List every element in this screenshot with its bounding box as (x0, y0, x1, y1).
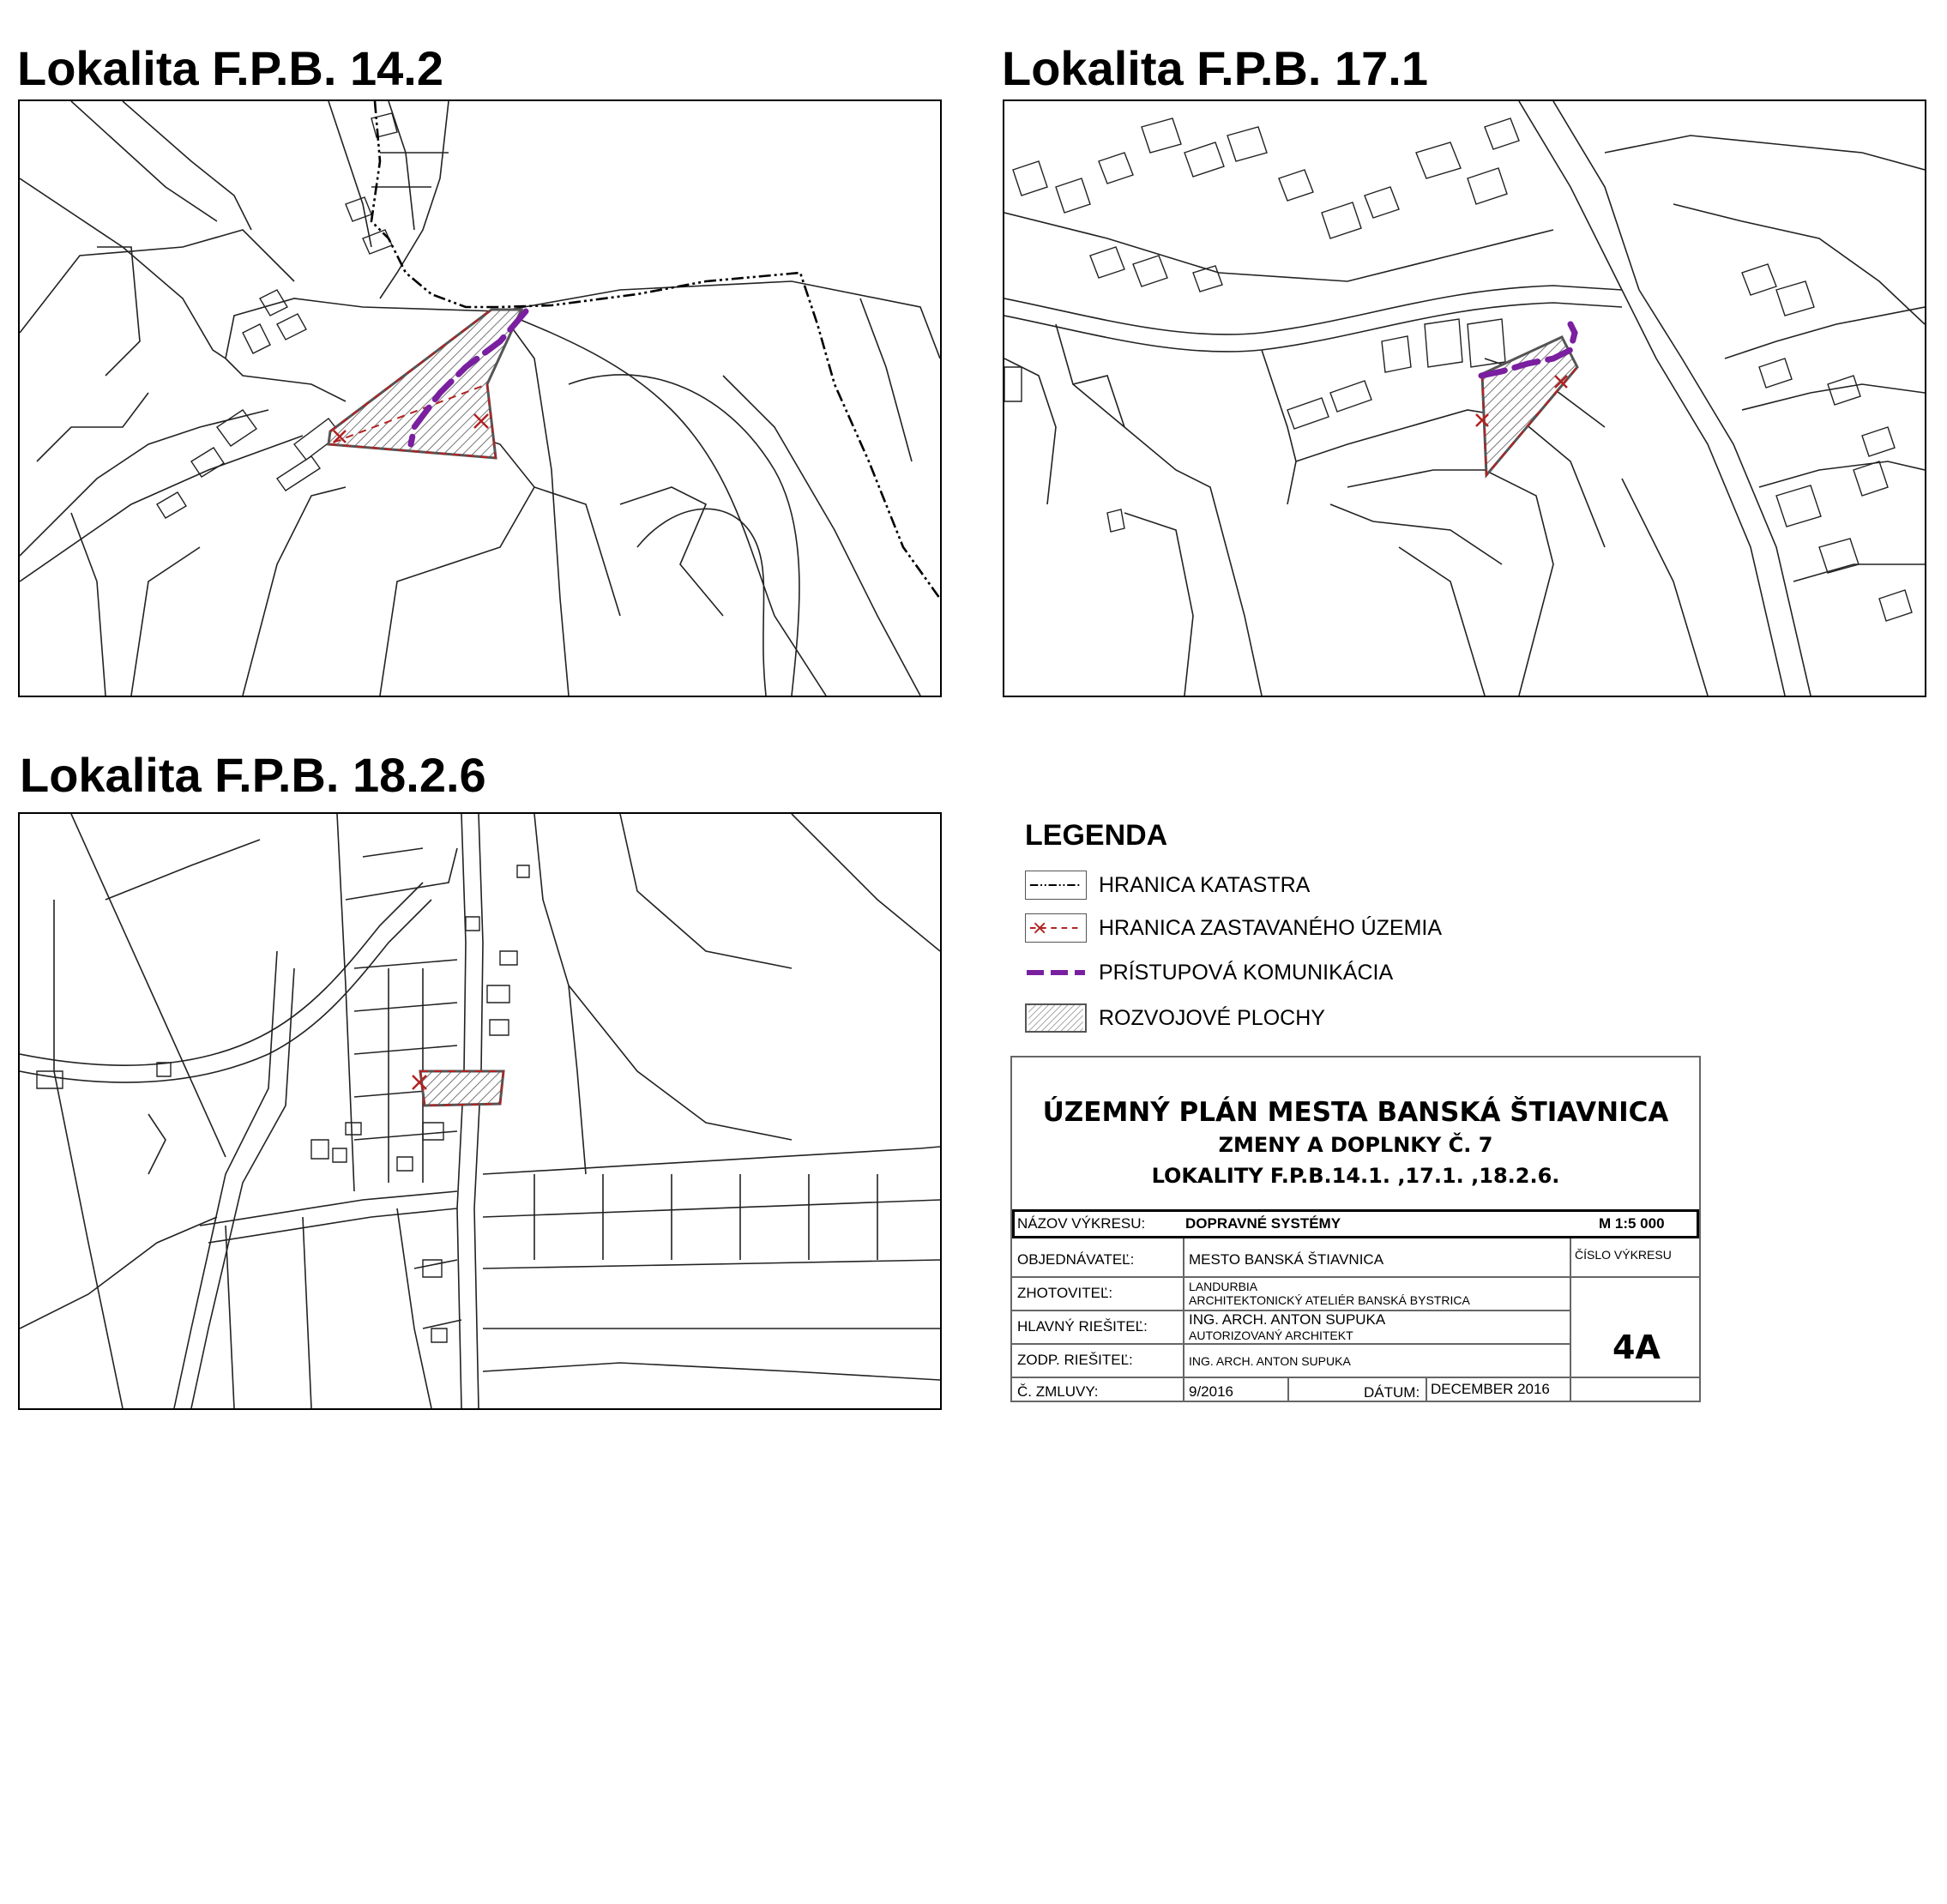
date-label: DÁTUM: (1364, 1384, 1420, 1401)
plan-subtitle: ZMENY A DOPLNKY Č. 7 (1218, 1133, 1493, 1157)
client-label: OBJEDNÁVATEĽ: (1017, 1251, 1135, 1268)
map-panel-14-2[interactable] (18, 99, 942, 697)
map-title-18-2-6: Lokalita F.P.B. 18.2.6 (20, 748, 486, 802)
legend-label: HRANICA KATASTRA (1099, 872, 1311, 897)
resp-designer-value: ING. ARCH. ANTON SUPUKA (1189, 1354, 1351, 1368)
legend-item-komunikacia (1025, 956, 1393, 989)
drawing-name-label: NÁZOV VÝKRESU: (1017, 1215, 1146, 1232)
map-panel-17-1[interactable] (1003, 99, 1926, 697)
client-value: MESTO BANSKÁ ŠTIAVNICA (1189, 1251, 1384, 1268)
contractor-value-2: ARCHITEKTONICKÝ ATELIÉR BANSKÁ BYSTRICA (1189, 1293, 1470, 1307)
chief-designer-label: HLAVNÝ RIEŠITEĽ: (1017, 1318, 1148, 1335)
legend-item-katastra (1025, 869, 1310, 901)
red-dashed-cross-icon (1025, 913, 1087, 943)
title-block (1010, 1056, 1701, 1402)
contractor-value-1: LANDURBIA (1189, 1280, 1258, 1293)
legend-title: LEGENDA (1025, 819, 1168, 852)
legend-label: HRANICA ZASTAVANÉHO ÚZEMIA (1099, 915, 1443, 940)
plan-title: ÚZEMNÝ PLÁN MESTA BANSKÁ ŠTIAVNICA (1042, 1097, 1669, 1128)
drawing-number: 4A (1612, 1329, 1661, 1366)
legend-item-zastavane (1025, 912, 1442, 944)
chief-designer-value-1: ING. ARCH. ANTON SUPUKA (1189, 1311, 1386, 1328)
contractor-label: ZHOTOVITEĽ: (1017, 1285, 1113, 1301)
parcel-lines (20, 814, 940, 1408)
parcel-lines (1004, 101, 1925, 696)
map-title-14-2: Lokalita F.P.B. 14.2 (17, 41, 443, 95)
legend-label: ROZVOJOVÉ PLOCHY (1099, 1005, 1325, 1030)
legend-label: PRÍSTUPOVÁ KOMUNIKÁCIA (1099, 960, 1394, 985)
dash-dot-line-icon (1025, 871, 1087, 900)
map-title-17-1: Lokalita F.P.B. 17.1 (1002, 41, 1428, 95)
legend-item-rozvojove (1025, 1002, 1325, 1034)
contract-label: Č. ZMLUVY: (1017, 1383, 1099, 1400)
development-area-14-2[interactable] (329, 310, 521, 458)
map-panel-18-2-6[interactable] (18, 812, 942, 1410)
drawing-number-label: ČÍSLO VÝKRESU (1575, 1248, 1672, 1262)
resp-designer-label: ZODP. RIEŠITEĽ: (1017, 1352, 1133, 1368)
drawing-scale: M 1:5 000 (1599, 1215, 1665, 1232)
drawing-name-value: DOPRAVNÉ SYSTÉMY (1185, 1215, 1341, 1232)
date-value: DECEMBER 2016 (1431, 1381, 1550, 1397)
contract-value: 9/2016 (1189, 1383, 1233, 1400)
purple-dashed-line-icon (1025, 958, 1087, 987)
development-area-18-2-6[interactable] (420, 1071, 503, 1106)
chief-designer-value-2: AUTORIZOVANÝ ARCHITEKT (1189, 1329, 1353, 1342)
hatched-area-icon (1025, 1003, 1087, 1033)
plan-localities: LOKALITY F.P.B.14.1. ,17.1. ,18.2.6. (1151, 1164, 1560, 1188)
